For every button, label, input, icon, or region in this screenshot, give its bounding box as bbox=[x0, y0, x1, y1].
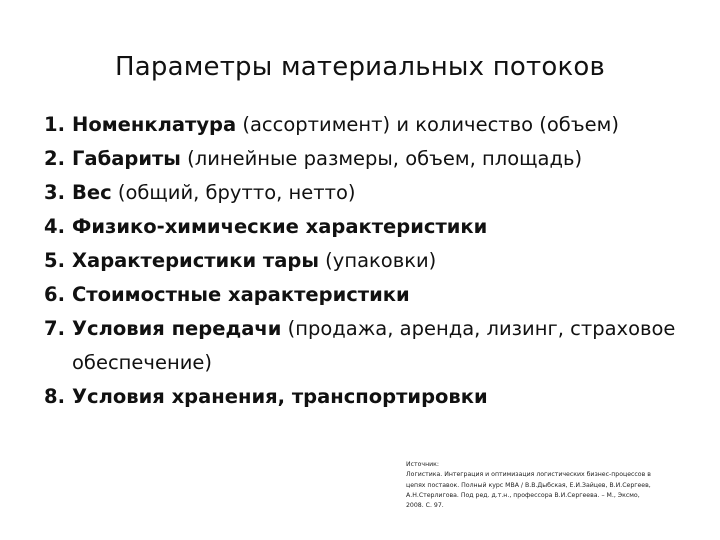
item-text bbox=[72, 210, 704, 244]
item-term: Стоимостные характеристики bbox=[72, 283, 410, 306]
list-item bbox=[44, 244, 704, 278]
list-item bbox=[44, 380, 704, 414]
source-citation bbox=[406, 460, 696, 511]
item-term: Номенклатура bbox=[72, 113, 237, 136]
list-item bbox=[44, 312, 704, 380]
source-line: цепях поставок. Полный курс MBA / В.В.Дыбская, Е.И.Зайцев, В.И.Сергеев, bbox=[406, 481, 651, 489]
item-term: Условия передачи bbox=[72, 317, 282, 340]
item-text bbox=[72, 312, 704, 380]
item-term: Условия хранения, транспортировки bbox=[72, 385, 488, 408]
item-text bbox=[72, 244, 704, 278]
list-item bbox=[44, 108, 704, 142]
slide-title: Параметры материальных потоков bbox=[114, 52, 605, 82]
item-text bbox=[72, 176, 704, 210]
item-text bbox=[72, 108, 704, 142]
list-item bbox=[44, 278, 704, 312]
parameters-list bbox=[44, 108, 704, 414]
item-detail: (ассортимент) и количество (объем) bbox=[236, 113, 619, 136]
item-detail: (продажа, аренда, лизинг, страховое обеспечение) bbox=[72, 317, 676, 374]
item-detail: (линейные размеры, объем, площадь) bbox=[180, 147, 583, 170]
source-line: А.Н.Стерлигова. Под ред. д.т.н., профессора В.И.Сергеева. – М., Эксмо, bbox=[406, 491, 640, 499]
item-term: Вес bbox=[72, 181, 112, 204]
source-heading: Источник: bbox=[406, 461, 439, 468]
item-term: Габариты bbox=[72, 147, 181, 170]
item-text bbox=[72, 142, 704, 176]
item-number: 3. bbox=[44, 181, 65, 204]
item-number: 2. bbox=[44, 147, 65, 170]
item-term: Физико-химические характеристики bbox=[72, 215, 488, 238]
item-number: 8. bbox=[44, 385, 65, 408]
item-text bbox=[72, 278, 704, 312]
list-item bbox=[44, 176, 704, 210]
item-number: 5. bbox=[44, 249, 65, 272]
item-text bbox=[72, 380, 704, 414]
item-number: 7. bbox=[44, 317, 65, 340]
item-number: 4. bbox=[44, 215, 65, 238]
source-line: Логистика. Интеграция и оптимизация логистических бизнес-процессов в bbox=[406, 471, 651, 479]
item-term: Характеристики тары bbox=[72, 249, 319, 272]
item-detail: (упаковки) bbox=[318, 249, 437, 272]
list-item bbox=[44, 210, 704, 244]
item-number: 6. bbox=[44, 283, 65, 306]
source-line: 2008. С. 97. bbox=[406, 502, 444, 510]
list-item bbox=[44, 142, 704, 176]
item-number: 1. bbox=[44, 113, 65, 136]
item-detail: (общий, брутто, нетто) bbox=[111, 181, 356, 204]
